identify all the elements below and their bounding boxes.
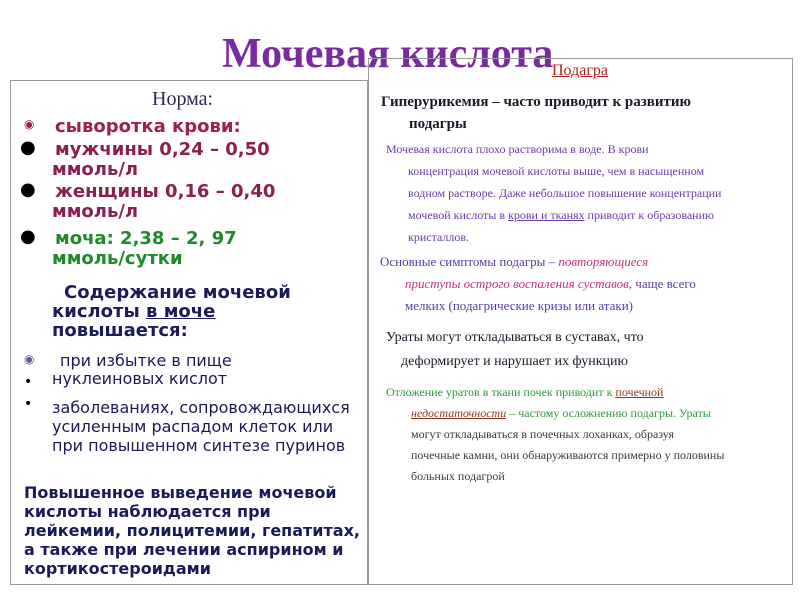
women-range: женщины 0,16 – 0,40 — [55, 181, 276, 202]
kidney-line2-underlined: недостаточности — [411, 406, 507, 420]
solubility-line4 — [386, 204, 791, 226]
symptoms-line1-pre: Основные симптомы подагры – — [380, 254, 559, 269]
symptoms-line2-italic: приступы острого воспаления суставов, — [405, 276, 633, 291]
bullet-icon: ◉ — [24, 117, 35, 131]
kidney-line1-underlined: почечной — [615, 385, 664, 399]
urine-unit: ммоль/сутки — [52, 248, 183, 269]
cause-disease: заболеваниях, сопровождающихся усиленным распадом клеток или при повышенном синтезе пуринов — [52, 398, 350, 455]
solubility-line4-pre: мочевой кислоты в — [408, 208, 509, 222]
increase-heading-end: повышается: — [52, 320, 188, 341]
increase-heading-text: Содержание мочевой кислоты — [52, 282, 291, 322]
symptoms-line1-italic: повторяющиеся — [558, 254, 649, 269]
kidney-line2 — [386, 403, 791, 424]
hyperuricemia-line1: Гиперурикемия – часто приводит к развитию — [381, 94, 692, 110]
symptoms-line2 — [380, 273, 790, 295]
solubility-line3: водном растворе. Даже небольшое повышение концентрации — [408, 186, 722, 200]
bullet-icon: • — [24, 374, 33, 390]
men-range: мужчины 0,24 – 0,50 — [55, 139, 270, 160]
cause-diet-text: при избытке в пище нуклеиновых кислот — [52, 351, 232, 388]
kidney-line2-post: – частому осложнению подагры. Ураты — [506, 406, 711, 420]
kidney-paragraph — [386, 382, 791, 487]
women-unit: ммоль/л — [52, 201, 139, 222]
hyperuricemia-text — [381, 91, 781, 135]
urates-paragraph — [386, 326, 791, 374]
symptoms-paragraph — [380, 251, 790, 317]
gout-heading: Подагра — [552, 62, 608, 79]
bullet-icon: ● — [20, 137, 36, 158]
cause-diet — [52, 352, 322, 388]
men-unit: ммоль/л — [52, 159, 139, 180]
increase-heading-underlined: в моче — [146, 301, 216, 322]
hyperuricemia-line2: подагры — [409, 116, 467, 132]
urates-line1: Ураты могут откладываться в суставах, что — [386, 330, 644, 345]
solubility-paragraph — [386, 138, 791, 248]
kidney-line1-pre: Отложение уратов в ткани почек приводит к — [386, 385, 616, 399]
excretion-note: Повышенное выведение мочевой кислоты наблюдается при лейкемии, полицитемии, гепатитах, а также при лечении аспирином и кортикостероидами — [24, 483, 360, 578]
solubility-line1: Мочевая кислота плохо растворима в воде. В крови — [386, 142, 649, 156]
symptoms-line3: мелких (подагрические кризы или атаки) — [405, 298, 633, 313]
serum-label: сыворотка крови: — [55, 116, 241, 137]
bullet-icon: • — [24, 396, 33, 412]
kidney-line3: могут откладываться в почечных лоханках, образуя — [411, 427, 674, 441]
symptoms-line2-post: чаще всего — [632, 276, 696, 291]
bullet-icon: ● — [20, 226, 36, 247]
solubility-line4-post: приводит к образованию — [584, 208, 714, 222]
urates-line2: деформирует и нарушает их функцию — [401, 354, 628, 369]
kidney-line1 — [386, 385, 663, 399]
solubility-line2: концентрация мочевой кислоты выше, чем в насыщенном — [408, 164, 705, 178]
increase-heading — [52, 283, 322, 340]
bullet-icon: ● — [20, 179, 36, 200]
urine-range: моча: 2,38 – 2, 97 — [55, 228, 237, 249]
kidney-line5: больных подагрой — [411, 469, 505, 483]
solubility-line4-underlined: крови и тканях — [508, 208, 585, 222]
solubility-line5: кристаллов. — [408, 230, 470, 244]
page-title: Мочевая кислота — [222, 31, 554, 77]
kidney-line4: почечные камни, они обнаруживаются примерно у половины — [411, 448, 725, 462]
norm-heading: Норма: — [152, 88, 214, 110]
bullet-icon: ◉ — [24, 352, 35, 366]
symptoms-line1 — [380, 254, 648, 269]
